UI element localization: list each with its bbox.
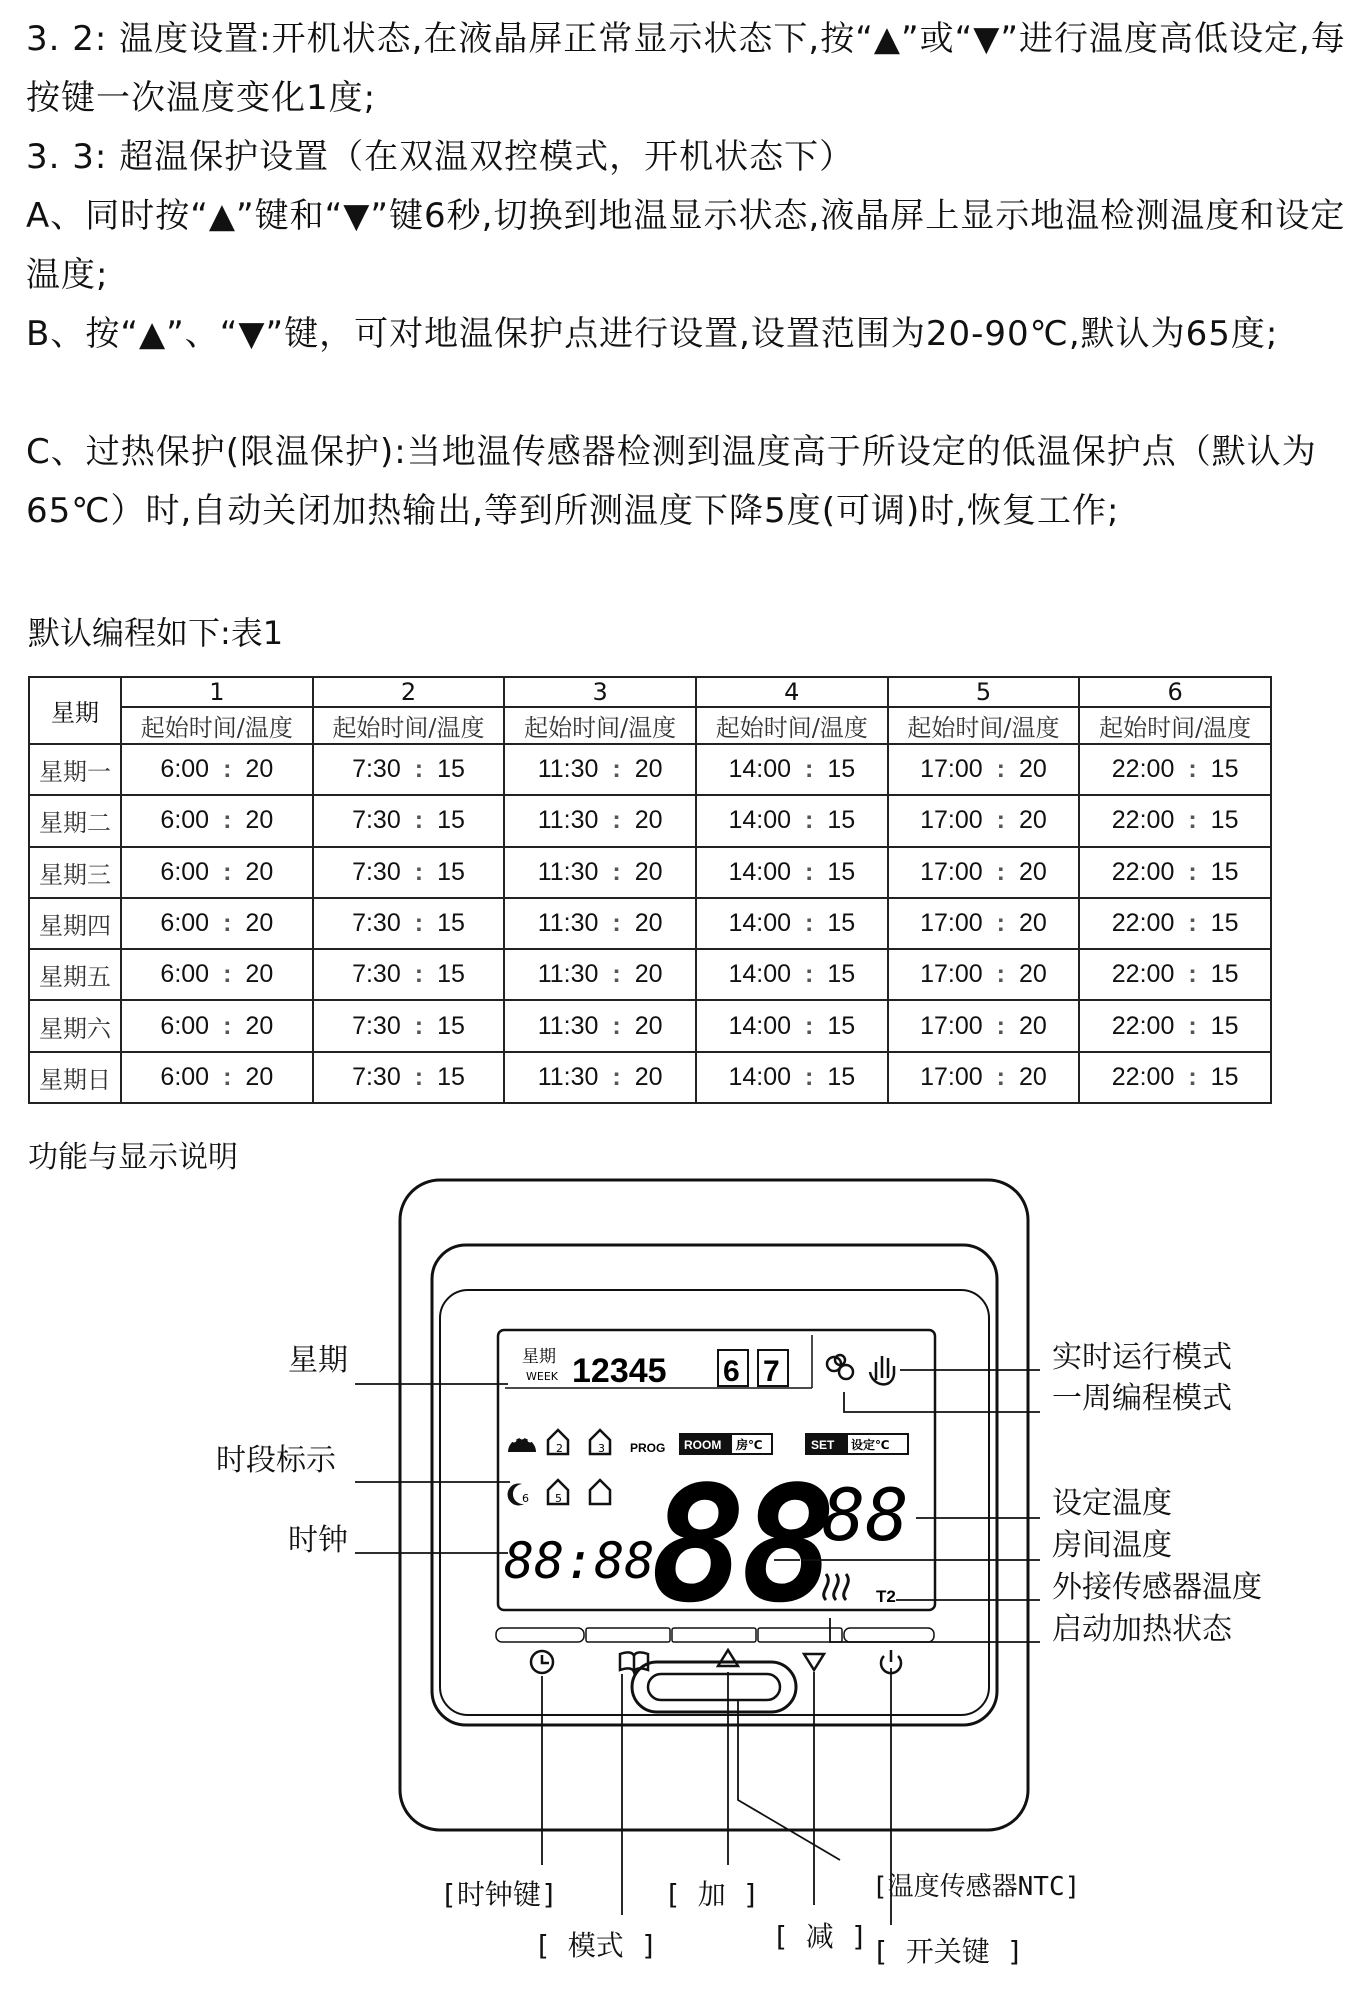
lcd-prog: PROG [630, 1441, 666, 1455]
table-row [29, 795, 1271, 846]
slot-separator: : [414, 960, 424, 989]
slot-cell [121, 744, 313, 795]
slot-time: 7:30 [352, 857, 401, 886]
slot-temp: 20 [245, 1062, 274, 1091]
slot-temp: 20 [1018, 908, 1047, 937]
slot-time: 17:00 [920, 1062, 983, 1091]
lcd-week-en: WEEK [526, 1370, 558, 1383]
slot-time: 17:00 [920, 1011, 983, 1040]
slot-cell [888, 1052, 1080, 1103]
slot-separator: : [996, 755, 1005, 784]
label-room-temp: 房间温度 [1052, 1528, 1172, 1563]
slot-time: 7:30 [352, 1062, 401, 1091]
slot-separator: : [805, 1062, 814, 1091]
lcd-period-5: 5 [555, 1492, 562, 1505]
label-clock-key: [时钟键] [440, 1878, 558, 1911]
slot-temp: 15 [827, 960, 856, 989]
slot-cell [121, 847, 313, 898]
slot-separator: : [996, 806, 1005, 835]
table-row [29, 744, 1271, 795]
slot-time: 17:00 [920, 960, 983, 989]
slot-separator: : [996, 1062, 1005, 1091]
slot-temp: 15 [437, 755, 465, 784]
table-row [29, 1000, 1271, 1051]
slot-temp: 20 [245, 857, 274, 886]
slot-time: 7:30 [352, 908, 401, 937]
slot-separator: : [612, 960, 621, 989]
slot-temp: 20 [634, 960, 663, 989]
slot-temp: 15 [1210, 1011, 1239, 1040]
slot-temp: 20 [1018, 1062, 1047, 1091]
slot-separator: : [414, 806, 424, 835]
slot-time: 17:00 [920, 806, 983, 835]
slot-cell [504, 744, 696, 795]
slot-temp: 15 [437, 806, 465, 835]
slot-separator: : [805, 806, 814, 835]
label-weekly-mode: 一周编程模式 [1052, 1381, 1232, 1416]
slot-temp: 20 [245, 755, 274, 784]
slot-cell [1079, 1052, 1271, 1103]
slot-time: 6:00 [160, 1062, 210, 1091]
slot-cell [1079, 949, 1271, 1000]
para-step-a: A、同时按“▲”键和“▼”键6秒,切换到地温显示状态,液晶屏上显示地温检测温度和设定温度; [26, 196, 1346, 295]
slot-time: 11:30 [537, 1011, 599, 1040]
para-temp-setting: 3. 2: 温度设置:开机状态,在液晶屏正常显示状态下,按“▲”或“▼”进行温度高低设定,每按键一次温度变化1度; [26, 19, 1346, 118]
period-header: 3 [504, 677, 696, 707]
lcd-week-digits: 12345 [572, 1352, 667, 1390]
label-mode-key: [ 模式 ] [534, 1929, 658, 1962]
slot-cell [504, 847, 696, 898]
slot-cell [696, 744, 888, 795]
sub-header: 起始时间/温度 [888, 707, 1080, 744]
diagram-caption: 功能与显示说明 [28, 1140, 238, 1175]
slot-cell [888, 847, 1080, 898]
slot-separator: : [612, 857, 621, 886]
label-up-key: [ 加 ] [664, 1878, 760, 1911]
sub-header: 起始时间/温度 [696, 707, 888, 744]
slot-time: 6:00 [160, 806, 210, 835]
slot-separator: : [1188, 1011, 1197, 1040]
lcd-week-cn: 星期 [522, 1347, 556, 1367]
slot-separator: : [414, 1011, 424, 1040]
clock-icon [531, 1651, 553, 1673]
lcd-set-unit: 设定℃ [851, 1438, 890, 1452]
day-cell: 星期四 [29, 898, 121, 949]
slot-time: 22:00 [1111, 960, 1175, 989]
slot-separator: : [223, 1011, 232, 1040]
slot-separator: : [414, 755, 424, 784]
slot-time: 22:00 [1111, 755, 1175, 784]
sub-header: 起始时间/温度 [504, 707, 696, 744]
slot-separator: : [612, 755, 621, 784]
sub-header: 起始时间/温度 [313, 707, 505, 744]
slot-separator: : [1188, 806, 1197, 835]
slot-time: 17:00 [920, 908, 983, 937]
period-header: 2 [313, 677, 505, 707]
slot-time: 22:00 [1111, 1062, 1175, 1091]
slot-separator: : [996, 908, 1005, 937]
slot-separator: : [223, 1062, 232, 1091]
label-set-temp: 设定温度 [1052, 1486, 1172, 1521]
slot-cell [504, 1000, 696, 1051]
slot-time: 14:00 [728, 908, 791, 937]
slot-temp: 20 [1018, 1011, 1047, 1040]
slot-temp: 15 [1210, 1062, 1239, 1091]
period-header: 6 [1079, 677, 1271, 707]
label-sensor: [温度传感器NTC] [872, 1872, 1081, 1902]
slot-time: 14:00 [728, 755, 791, 784]
table-subheader-row [29, 707, 1271, 744]
table-body [29, 744, 1271, 1103]
corner-header: 星期 [29, 677, 121, 744]
up-triangle-icon [718, 1650, 738, 1666]
thermostat-diagram [0, 1150, 1362, 1994]
slot-cell [121, 795, 313, 846]
button-slot [496, 1628, 584, 1642]
slot-time: 6:00 [160, 755, 210, 784]
table-header-row [29, 677, 1271, 707]
slot-cell [504, 1052, 696, 1103]
slot-time: 7:30 [352, 1011, 401, 1040]
slot-separator: : [1188, 857, 1197, 886]
slot-time: 11:30 [537, 908, 599, 937]
slot-separator: : [612, 1011, 621, 1040]
lcd-room: ROOM [684, 1438, 722, 1452]
slot-cell [121, 1000, 313, 1051]
lcd-week-7: 7 [763, 1355, 780, 1388]
slot-separator: : [805, 960, 814, 989]
button-slot [844, 1628, 934, 1642]
day-cell: 星期一 [29, 744, 121, 795]
slot-time: 11:30 [537, 857, 599, 886]
slot-cell [313, 744, 505, 795]
slot-cell [1079, 847, 1271, 898]
slot-time: 14:00 [728, 960, 791, 989]
slot-temp: 20 [634, 755, 663, 784]
label-heating: 启动加热状态 [1052, 1612, 1232, 1647]
slot-separator: : [223, 806, 232, 835]
slot-separator: : [612, 1062, 621, 1091]
slot-cell [696, 898, 888, 949]
period-2-mark: 2 [556, 1442, 563, 1455]
slot-time: 11:30 [537, 755, 599, 784]
slot-cell [504, 898, 696, 949]
slot-temp: 15 [437, 908, 465, 937]
slot-cell [504, 795, 696, 846]
slot-time: 11:30 [537, 960, 599, 989]
slot-temp: 20 [1018, 755, 1047, 784]
label-week: 星期 [288, 1343, 348, 1378]
day-cell: 星期三 [29, 847, 121, 898]
label-realtime-mode: 实时运行模式 [1052, 1340, 1232, 1375]
label-power-key: [ 开关键 ] [872, 1935, 1024, 1968]
table-caption: 默认编程如下:表1 [28, 614, 284, 652]
slot-cell [313, 795, 505, 846]
slot-separator: : [414, 857, 424, 886]
slot-temp: 15 [1210, 755, 1239, 784]
slot-temp: 15 [827, 806, 856, 835]
slot-cell [121, 949, 313, 1000]
period-header: 5 [888, 677, 1080, 707]
slot-cell [888, 1000, 1080, 1051]
slot-time: 14:00 [728, 1062, 791, 1091]
slot-cell [888, 744, 1080, 795]
slot-separator: : [805, 857, 814, 886]
slot-cell [1079, 1000, 1271, 1051]
slot-temp: 20 [634, 1011, 663, 1040]
slot-temp: 20 [634, 806, 663, 835]
para-step-c: C、过热保护(限温保护):当地温传感器检测到温度高于所设定的低温保护点（默认为65℃）时,自动关闭加热输出,等到所测温度下降5度(可调)时,恢复工作; [26, 432, 1317, 531]
slot-separator: : [223, 960, 232, 989]
lcd-period-6: 6 [522, 1492, 529, 1505]
slot-separator: : [612, 806, 621, 835]
slot-time: 6:00 [160, 960, 210, 989]
slot-temp: 15 [827, 1011, 856, 1040]
slot-temp: 15 [827, 755, 856, 784]
slot-time: 17:00 [920, 755, 983, 784]
slot-temp: 20 [634, 1062, 663, 1091]
slot-cell [313, 1000, 505, 1051]
slot-temp: 20 [634, 857, 663, 886]
slot-cell [696, 949, 888, 1000]
slot-time: 14:00 [728, 806, 791, 835]
slot-temp: 15 [1210, 806, 1239, 835]
slot-separator: : [612, 908, 621, 937]
day-cell: 星期六 [29, 1000, 121, 1051]
label-period: 时段标示 [216, 1443, 336, 1478]
day-cell: 星期二 [29, 795, 121, 846]
fan-icon [827, 1355, 853, 1379]
slot-cell [696, 1052, 888, 1103]
lcd-set: SET [811, 1438, 835, 1452]
slot-separator: : [805, 1011, 814, 1040]
slot-cell [888, 898, 1080, 949]
slot-temp: 15 [1210, 960, 1239, 989]
lcd-room-temp: 88 [650, 1451, 831, 1638]
slot-separator: : [414, 908, 424, 937]
slot-time: 22:00 [1111, 908, 1175, 937]
para-step-b: B、按“▲”、“▼”键，可对地温保护点进行设置,设置范围为20-90℃,默认为65度; [26, 314, 1279, 354]
slot-cell [696, 795, 888, 846]
lcd-clock: 88:88 [504, 1532, 655, 1590]
lcd-t2: T2 [876, 1587, 896, 1606]
para-overheat-title: 3. 3: 超温保护设置（在双温双控模式，开机状态下） [26, 137, 855, 177]
grip-outer [632, 1662, 796, 1712]
slot-separator: : [805, 755, 814, 784]
slot-time: 22:00 [1111, 1011, 1175, 1040]
slot-temp: 20 [1018, 960, 1047, 989]
sub-header: 起始时间/温度 [1079, 707, 1271, 744]
down-triangle-icon [804, 1654, 824, 1670]
slot-temp: 20 [245, 806, 274, 835]
period-header: 4 [696, 677, 888, 707]
label-clock: 时钟 [288, 1523, 348, 1558]
slot-temp: 20 [245, 1011, 274, 1040]
slot-separator: : [223, 908, 232, 937]
slot-temp: 15 [1210, 857, 1239, 886]
label-external-sensor: 外接传感器温度 [1052, 1570, 1262, 1605]
hand-icon [870, 1356, 894, 1384]
slot-separator: : [223, 857, 232, 886]
slot-temp: 20 [1018, 857, 1047, 886]
slot-cell [313, 898, 505, 949]
slot-temp: 15 [437, 1011, 465, 1040]
slot-separator: : [996, 960, 1005, 989]
slot-time: 11:30 [537, 806, 599, 835]
slot-time: 11:30 [537, 1062, 599, 1091]
day-cell: 星期日 [29, 1052, 121, 1103]
sub-header: 起始时间/温度 [121, 707, 313, 744]
slot-time: 14:00 [728, 1011, 791, 1040]
slot-cell [504, 949, 696, 1000]
slot-separator: : [1188, 1062, 1197, 1091]
slot-time: 6:00 [160, 908, 210, 937]
slot-separator: : [1188, 960, 1197, 989]
slot-time: 7:30 [352, 960, 401, 989]
slot-cell [1079, 898, 1271, 949]
slot-time: 7:30 [352, 806, 401, 835]
lcd-room-unit: 房℃ [736, 1438, 763, 1452]
slot-temp: 15 [1210, 908, 1239, 937]
slot-separator: : [1188, 908, 1197, 937]
slot-separator: : [1188, 755, 1197, 784]
program-table [28, 676, 1272, 1104]
slot-time: 6:00 [160, 1011, 210, 1040]
slot-cell [121, 898, 313, 949]
slot-temp: 15 [827, 857, 856, 886]
label-down-key: [ 减 ] [772, 1920, 868, 1953]
table-row [29, 898, 1271, 949]
slot-temp: 15 [827, 1062, 856, 1091]
slot-cell [696, 847, 888, 898]
slot-cell [888, 795, 1080, 846]
slot-time: 7:30 [352, 755, 401, 784]
table-row [29, 949, 1271, 1000]
slot-cell [888, 949, 1080, 1000]
table-row [29, 1052, 1271, 1103]
table-row [29, 847, 1271, 898]
sun-icon [508, 1435, 536, 1453]
grip-inner [648, 1674, 780, 1700]
slot-time: 14:00 [728, 857, 791, 886]
slot-time: 22:00 [1111, 857, 1175, 886]
slot-temp: 15 [437, 1062, 465, 1091]
slot-separator: : [414, 1062, 424, 1091]
slot-separator: : [996, 857, 1005, 886]
slot-separator: : [223, 755, 232, 784]
slot-separator: : [996, 1011, 1005, 1040]
slot-cell [313, 1052, 505, 1103]
slot-cell [313, 847, 505, 898]
slot-temp: 15 [437, 960, 465, 989]
slot-temp: 20 [634, 908, 663, 937]
slot-cell [1079, 795, 1271, 846]
slot-temp: 15 [827, 908, 856, 937]
slot-cell [121, 1052, 313, 1103]
slot-temp: 20 [1018, 806, 1047, 835]
slot-time: 17:00 [920, 857, 983, 886]
slot-time: 6:00 [160, 857, 210, 886]
slot-cell [313, 949, 505, 1000]
day-cell: 星期五 [29, 949, 121, 1000]
slot-temp: 20 [245, 908, 274, 937]
period-3-mark: 3 [598, 1442, 605, 1455]
slot-separator: : [805, 908, 814, 937]
period-header: 1 [121, 677, 313, 707]
slot-cell [1079, 744, 1271, 795]
slot-cell [696, 1000, 888, 1051]
lcd-set-temp: 88 [822, 1473, 909, 1557]
slot-temp: 15 [437, 857, 465, 886]
book-icon [620, 1652, 648, 1672]
slot-temp: 20 [245, 960, 274, 989]
slot-time: 22:00 [1111, 806, 1175, 835]
lcd-week-6: 6 [723, 1355, 740, 1388]
